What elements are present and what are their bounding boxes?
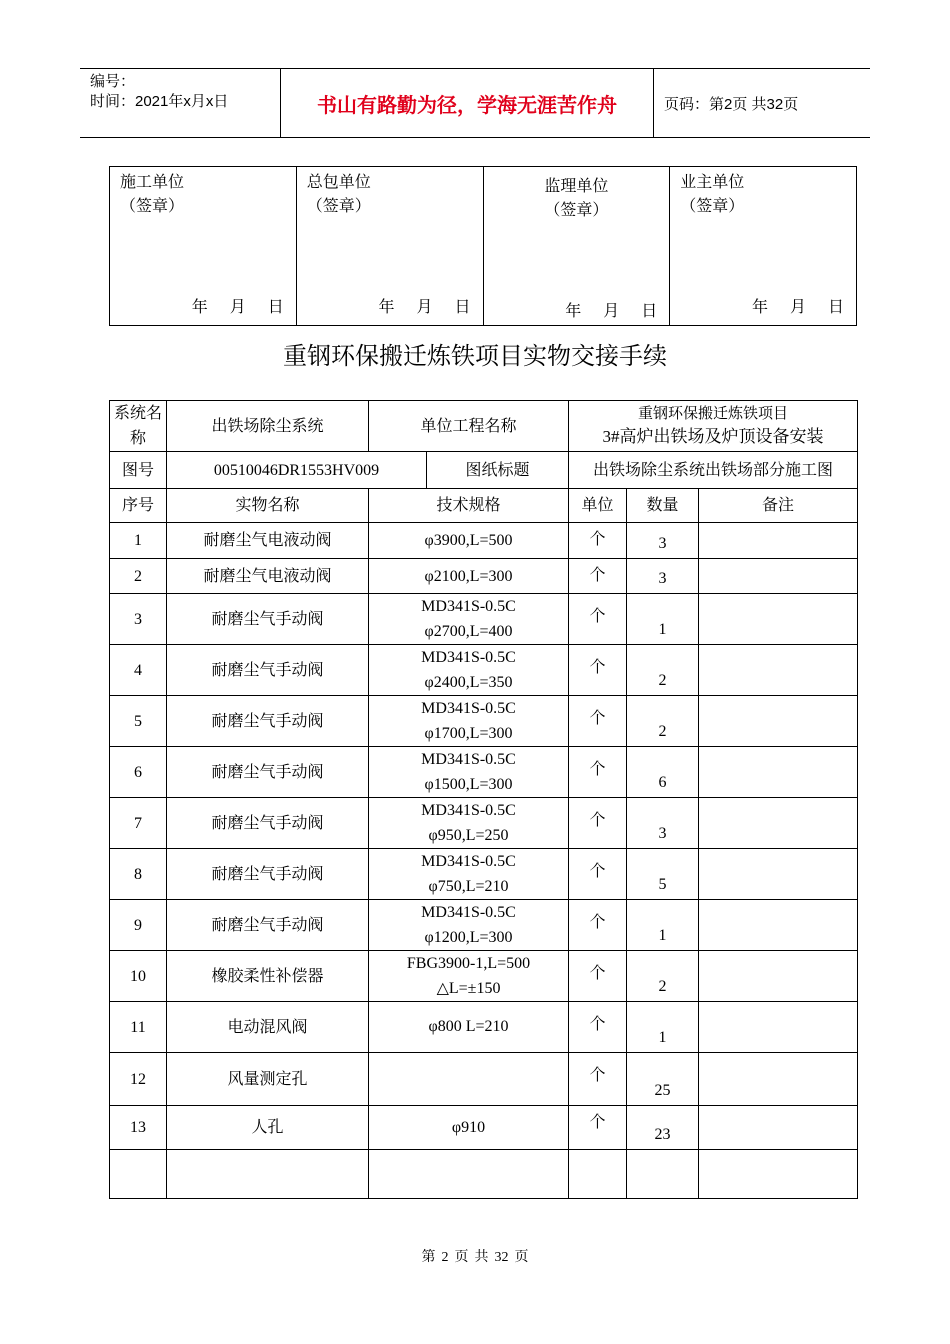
project-name-label: 单位工程名称 xyxy=(369,401,569,452)
system-name-value: 出铁场除尘系统 xyxy=(167,401,369,452)
project-name-value: 重钢环保搬迁炼铁项目 3#高炉出铁场及炉顶设备安装 xyxy=(569,401,858,452)
signature-cell-owner xyxy=(670,167,857,326)
column-header-unit: 单位 xyxy=(569,489,627,523)
header-meta xyxy=(80,69,281,137)
table-row: 6 耐磨尘气手动阀 MD341S-0.5C φ1500,L=300 个 6 xyxy=(110,747,858,798)
info-row-system xyxy=(110,401,858,452)
signature-date: 年 月 日 xyxy=(565,303,658,320)
column-header-name: 实物名称 xyxy=(167,489,369,523)
signature-table xyxy=(109,166,857,326)
drawing-title-value: 出铁场除尘系统出铁场部分施工图 xyxy=(569,452,858,489)
document-title: 重钢环保搬迁炼铁项目实物交接手续 xyxy=(283,342,667,370)
signature-unit-label: 监理单位 xyxy=(544,178,609,195)
signature-seal-label: （签章） xyxy=(544,202,609,219)
header-motto: 书山有路勤为径，学海无涯苦作舟 xyxy=(281,69,654,137)
signature-date: 年 月 日 xyxy=(751,299,844,316)
info-row-drawing xyxy=(110,452,858,489)
table-row: 10 橡胶柔性补偿器 FBG3900-1,L=500 △L=±150 个 2 xyxy=(110,951,858,1002)
signature-cell-supervisor xyxy=(483,167,670,326)
column-header-qty: 数量 xyxy=(627,489,699,523)
signature-unit-label: 业主单位 xyxy=(680,174,745,191)
table-row: 9 耐磨尘气手动阀 MD341S-0.5C φ1200,L=300 个 1 xyxy=(110,900,858,951)
column-header-no: 序号 xyxy=(110,489,167,523)
signature-unit-label: 总包单位 xyxy=(306,174,371,191)
signature-date: 年 月 日 xyxy=(191,299,284,316)
table-row: 5 耐磨尘气手动阀 MD341S-0.5C φ1700,L=300 个 2 xyxy=(110,696,858,747)
table-row: 11 电动混风阀 φ800 L=210 个 1 xyxy=(110,1002,858,1053)
table-row: 8 耐磨尘气手动阀 MD341S-0.5C φ750,L=210 个 5 xyxy=(110,849,858,900)
table-row-empty xyxy=(110,1150,858,1199)
system-name-label: 系统名称 xyxy=(110,401,167,452)
drawing-title-label: 图纸标题 xyxy=(427,452,569,489)
header-page-info: 页码：第2页 共32页 xyxy=(664,95,799,113)
handover-table xyxy=(109,400,858,1199)
table-row: 1 耐磨尘气电液动阀 φ3900,L=500 个 3 xyxy=(110,523,858,559)
table-row: 7 耐磨尘气手动阀 MD341S-0.5C φ950,L=250 个 3 xyxy=(110,798,858,849)
document-number-label: 编号： xyxy=(90,73,136,90)
signature-date: 年 月 日 xyxy=(378,299,471,316)
column-header-row xyxy=(110,489,858,523)
signature-seal-label: （签章） xyxy=(306,198,371,215)
signature-cell-general-contractor xyxy=(296,167,483,326)
signature-unit-label: 施工单位 xyxy=(120,174,185,191)
column-header-note: 备注 xyxy=(699,489,858,523)
page-footer: 第 2 页 共 32 页 xyxy=(421,1250,529,1265)
table-row: 2 耐磨尘气电液动阀 φ2100,L=300 个 3 xyxy=(110,559,858,594)
table-row: 12 风量测定孔 个 25 xyxy=(110,1053,858,1106)
table-row: 3 耐磨尘气手动阀 MD341S-0.5C φ2700,L=400 个 1 xyxy=(110,594,858,645)
table-row: 13 人孔 φ910 个 23 xyxy=(110,1106,858,1150)
signature-cell-construction xyxy=(110,167,297,326)
drawing-number-value: 00510046DR1553HV009 xyxy=(167,452,427,489)
signature-seal-label: （签章） xyxy=(680,198,745,215)
drawing-number-label: 图号 xyxy=(110,452,167,489)
page-header xyxy=(80,68,870,138)
document-time: 时间：2021年x月x日 xyxy=(90,93,229,110)
table-row: 4 耐磨尘气手动阀 MD341S-0.5C φ2400,L=350 个 2 xyxy=(110,645,858,696)
signature-seal-label: （签章） xyxy=(120,198,185,215)
column-header-spec: 技术规格 xyxy=(369,489,569,523)
